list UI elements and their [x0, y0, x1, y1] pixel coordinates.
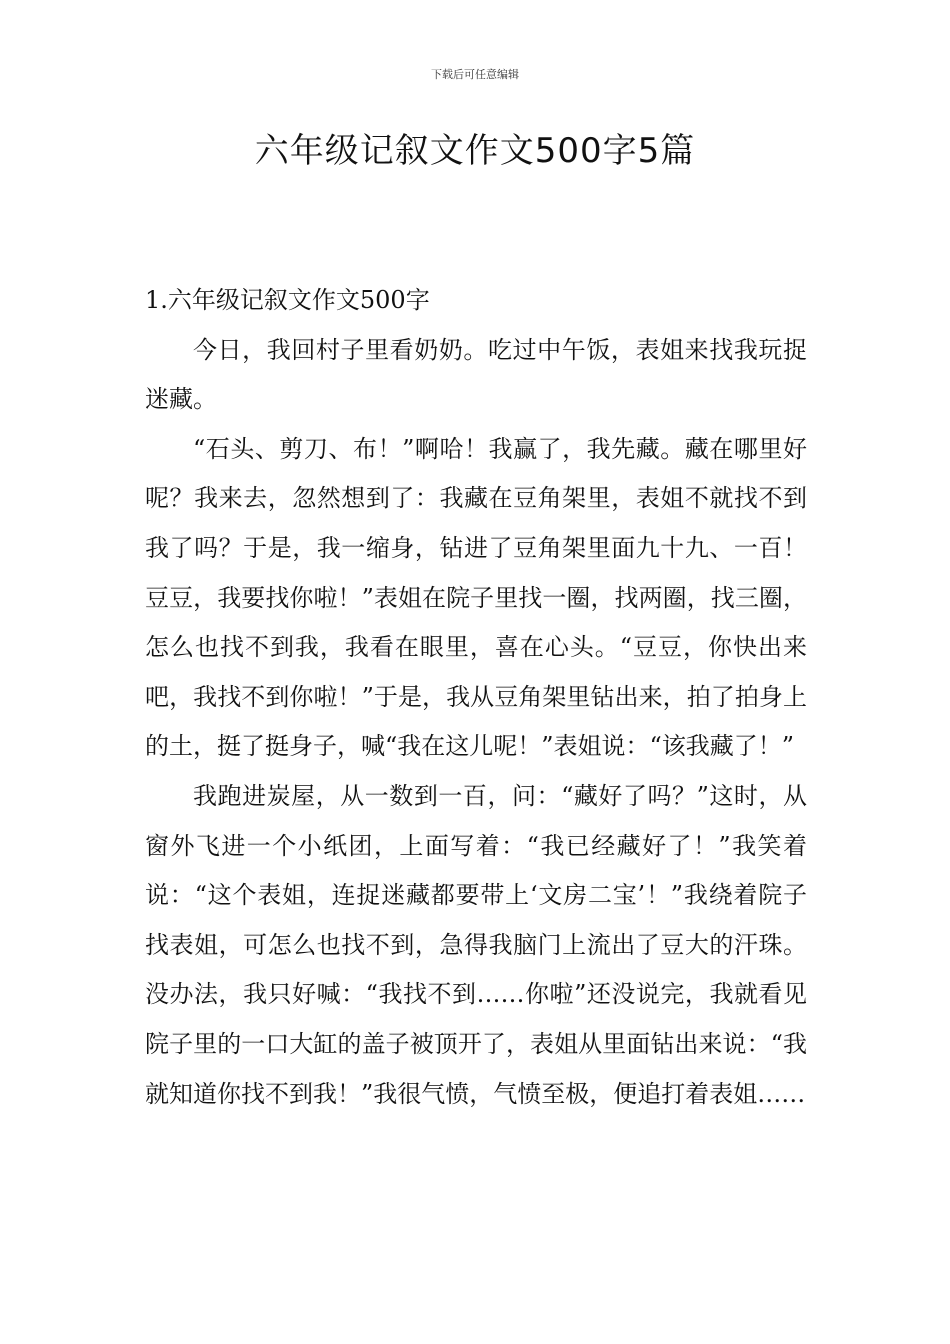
paragraph: 我跑进炭屋，从一数到一百，问：“藏好了吗？”这时，从窗外飞进一个小纸团，上面写着：“我已经藏好了！”我笑着说：“这个表姐，连捉迷藏都要带上‘文房二宝’！”我绕着院子找表姐，可怎么也找不到，急得我脑门上流出了豆大的汗珠。没办法，我只好喊：“我找不到……你啦”还没说完，我就看见院子里的一口大缸的盖子被顶开了，表姐从里面钻出来说：“我就知道你找不到我！”我很气愤，气愤至极，便追打着表姐……: [145, 781, 807, 1108]
document-body: [145, 276, 807, 1119]
header-note: 下载后可任意编辑: [431, 68, 519, 81]
paragraph: “石头、剪刀、布！”啊哈！我赢了，我先藏。藏在哪里好呢？我来去，忽然想到了：我藏在豆角架里，表姐不就找不到我了吗？于是，我一缩身，钻进了豆角架里面九十九、一百！豆豆，我要找你啦！”表姐在院子里找一圈，找两圈，找三圈，怎么也找不到我，我看在眼里，喜在心头。“豆豆，你快出来吧，我找不到你啦！”于是，我从豆角架里钻出来，拍了拍身上的土，挺了挺身子，喊“我在这儿呢！”表姐说：“该我藏了！”: [145, 434, 807, 761]
paragraph: 今日，我回村子里看奶奶。吃过中午饭，表姐来找我玩捉迷藏。: [145, 335, 807, 414]
section-heading: 1.六年级记叙文作文500字: [145, 286, 430, 314]
document-title: 六年级记叙文作文500字5篇: [254, 131, 696, 171]
